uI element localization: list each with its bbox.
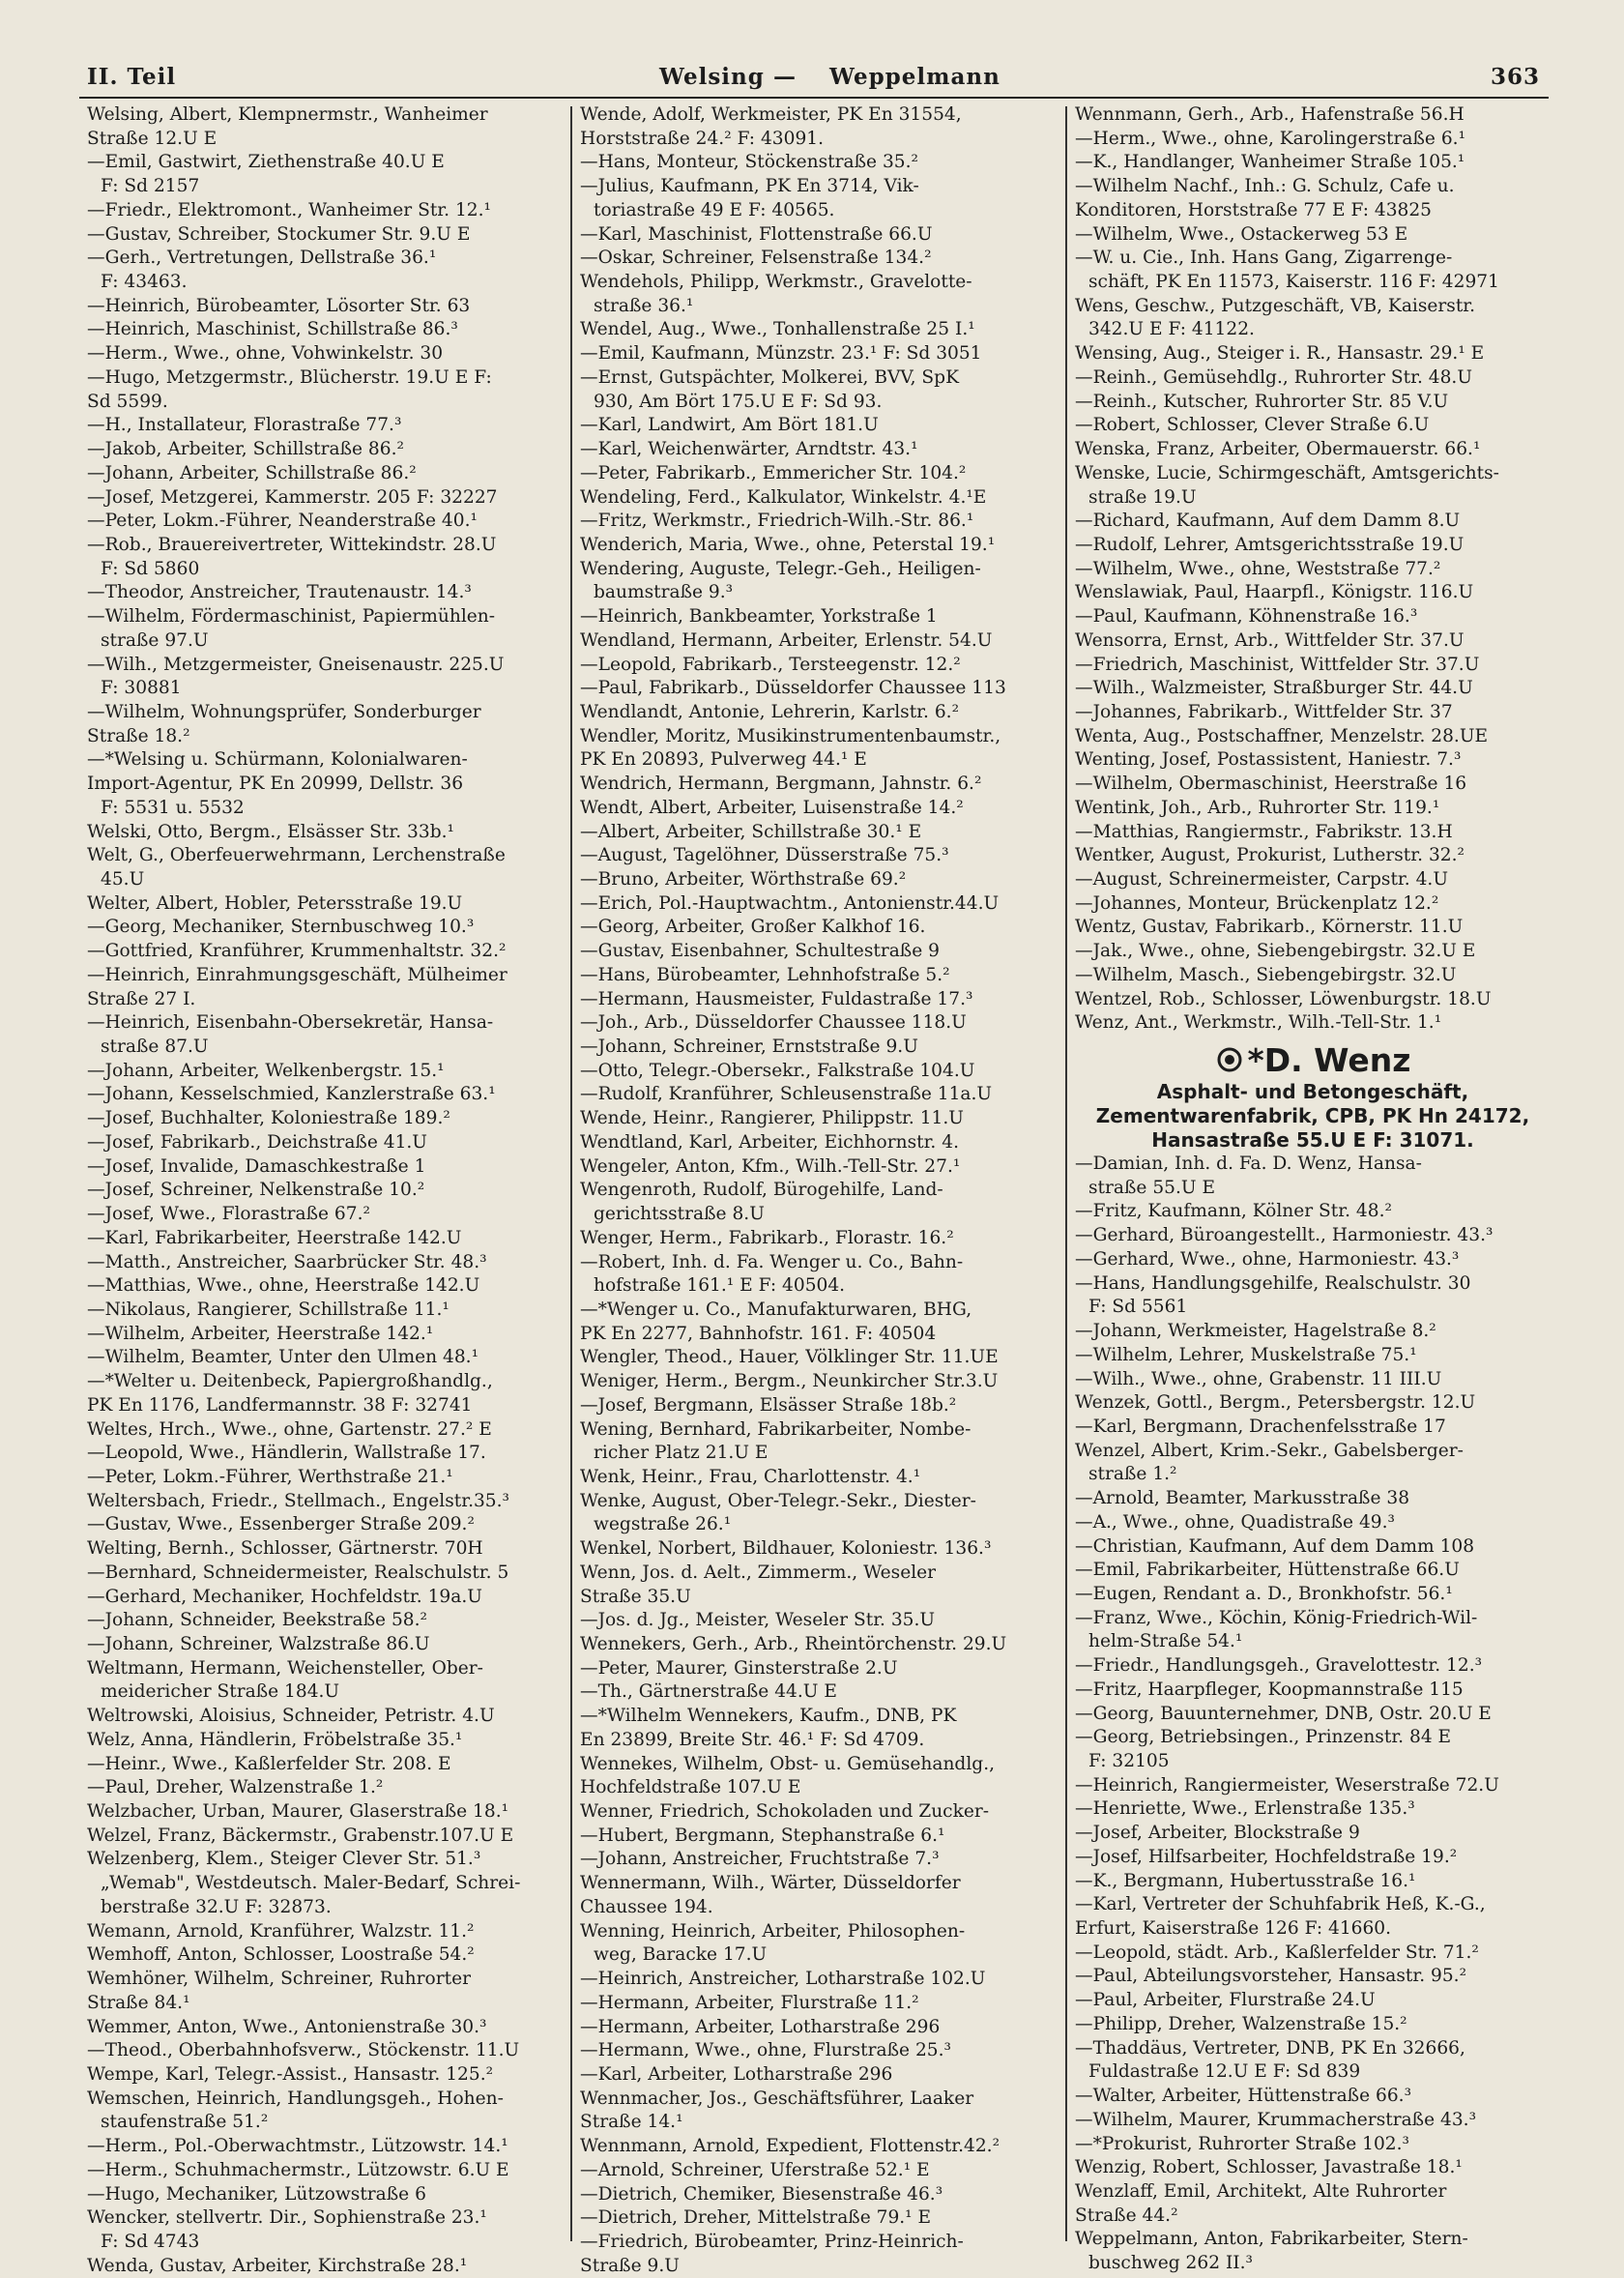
directory-entry-line: Wenger, Herm., Fabrikarb., Florastr. 16.² (580, 1227, 954, 1248)
directory-entry-line: —Albert, Arbeiter, Schillstraße 30.¹ E (580, 821, 922, 842)
directory-entry-line: —*Wenger u. Co., Manufakturwaren, BHG, (580, 1299, 972, 1320)
directory-entry-line: Wendel, Aug., Wwe., Tonhallenstraße 25 I.¹ (580, 319, 975, 340)
directory-entry-line: Wendehols, Philipp, Werkmstr., Gravelotte- (580, 272, 972, 293)
directory-entry-line: —Hans, Bürobeamter, Lehnhofstraße 5.² (580, 964, 950, 985)
directory-entry-line: —Arnold, Schreiner, Uferstraße 52.¹ E (580, 2159, 930, 2180)
directory-entry-line: berstraße 32.U F: 32873. (101, 1896, 332, 1917)
directory-entry-line: straße 97.U (101, 629, 209, 651)
column-2 (580, 103, 1058, 2278)
directory-entry-line: —Rob., Brauereivertreter, Wittekindstr. 28.U (87, 534, 497, 555)
directory-entry-line: Welsing, Albert, Klempnermstr., Wanheimer (87, 104, 488, 125)
directory-entry-line: Welt, G., Oberfeuerwehrmann, Lerchenstraße (87, 845, 506, 866)
directory-entry-line: Wemhöner, Wilhelm, Schreiner, Ruhrorter (87, 1969, 471, 1990)
directory-entry-line: —Josef, Wwe., Florastraße 67.² (87, 1204, 370, 1225)
directory-entry-line: PK En 1176, Landfermannstr. 38 F: 32741 (87, 1394, 473, 1416)
directory-entry-line: Wendland, Hermann, Arbeiter, Erlenstr. 54.U (580, 629, 993, 651)
directory-entry-line: —Hans, Handlungsgehilfe, Realschulstr. 30 (1075, 1272, 1471, 1294)
directory-entry-line: —Emil, Gastwirt, Ziethenstraße 40.U E (87, 152, 445, 173)
directory-entry-line: —Dietrich, Dreher, Mittelstraße 79.¹ E (580, 2207, 932, 2229)
directory-entry-line: Wenda, Gustav, Arbeiter, Kirchstraße 28.¹ (87, 2255, 468, 2276)
directory-entry-line: Weniger, Herm., Bergm., Neunkircher Str.3.U (580, 1371, 999, 1392)
directory-entry-line: straße 87.U (101, 1037, 209, 1058)
directory-entry-line: —Thaddäus, Vertreter, DNB, PK En 32666, (1075, 2037, 1465, 2059)
directory-entry-line: —Wilhelm, Fördermaschinist, Papiermühlen- (87, 606, 496, 628)
directory-entry-line: —Josef, Invalide, Damaschkestraße 1 (87, 1155, 426, 1177)
header-rule (79, 97, 1549, 99)
directory-entry-line: Wemschen, Heinrich, Handlungsgeh., Hohen- (87, 2088, 504, 2109)
directory-entry-line: Wenning, Heinrich, Arbeiter, Philosophen- (580, 1920, 966, 1942)
directory-entry-line: —Emil, Kaufmann, Münzstr. 23.¹ F: Sd 3051 (580, 343, 982, 365)
directory-entry-line: —Erich, Pol.-Hauptwachtm., Antonienstr.44.U (580, 892, 1000, 914)
directory-entry-line: —Friedrich, Maschinist, Wittfelder Str. 37.U (1075, 654, 1480, 675)
directory-entry-line: Wening, Bernhard, Fabrikarbeiter, Nombe- (580, 1418, 972, 1440)
directory-entry-line: Wendtland, Karl, Arbeiter, Eichhornstr. 4. (580, 1131, 959, 1153)
directory-entry-line: Wenk, Heinr., Frau, Charlottenstr. 4.¹ (580, 1466, 921, 1487)
directory-entry-line: Welski, Otto, Bergm., Elsässer Str. 33b.¹ (87, 821, 454, 842)
directory-entry-line: —Josef, Arbeiter, Blockstraße 9 (1075, 1823, 1360, 1844)
directory-entry-line: —Karl, Vertreter der Schuhfabrik Heß, K.-G., (1075, 1894, 1486, 1915)
directory-entry-line: —Rudolf, Kranführer, Schleusenstraße 11a.U (580, 1084, 993, 1105)
directory-entry-line: —Hermann, Wwe., ohne, Flurstraße 25.³ (580, 2040, 951, 2061)
directory-entry-line: Wengeler, Anton, Kfm., Wilh.-Tell-Str. 27.¹ (580, 1155, 961, 1177)
directory-entry-line: —Oskar, Schreiner, Felsenstraße 134.² (580, 248, 932, 269)
directory-entry-line: —Friedr., Elektromont., Wanheimer Str. 12.¹ (87, 199, 491, 220)
directory-entry-line: Straße 44.² (1075, 2205, 1178, 2226)
directory-entry-line: —Johannes, Monteur, Brückenplatz 12.² (1075, 892, 1439, 914)
directory-entry-line: F: Sd 2157 (101, 176, 200, 197)
directory-entry-line: Wendt, Albert, Arbeiter, Luisenstraße 14.² (580, 797, 964, 818)
directory-entry-line: —A., Wwe., ohne, Quadistraße 49.³ (1075, 1511, 1395, 1533)
directory-entry-line: —Wilhelm Nachf., Inh.: G. Schulz, Cafe u. (1075, 176, 1455, 197)
directory-entry-line: meidericher Straße 184.U (101, 1681, 340, 1703)
directory-entry-line: En 23899, Breite Str. 46.¹ F: Sd 4709. (580, 1729, 925, 1750)
directory-entry-line: —August, Schreinermeister, Carpstr. 4.U (1075, 869, 1449, 890)
directory-entry-line: Wentzel, Rob., Schlosser, Löwenburgstr. 18.U (1075, 988, 1492, 1009)
advert-line: Zementwarenfabrik, CPB, PK Hn 24172, (1095, 1104, 1530, 1128)
directory-entry-line: —Heinrich, Maschinist, Schillstraße 86.³ (87, 319, 458, 340)
directory-entry-line: —Johann, Schreiner, Ernststraße 9.U (580, 1037, 918, 1058)
directory-entry-line: Wencker, stellvertr. Dir., Sophienstraße 23.¹ (87, 2207, 487, 2229)
directory-entry-line: —Matthias, Rangiermstr., Fabrikstr. 13.H (1075, 821, 1453, 842)
directory-entry-line: —Peter, Lokm.-Führer, Werthstraße 21.¹ (87, 1466, 453, 1487)
directory-entry-line: —K., Bergmann, Hubertusstraße 16.¹ (1075, 1870, 1416, 1891)
directory-entry-line: —Franz, Wwe., Köchin, König-Friedrich-Wil- (1075, 1607, 1478, 1628)
directory-entry-line: F: Sd 5860 (101, 558, 200, 579)
directory-entry-line: —*Welter u. Deitenbeck, Papiergroßhandlg., (87, 1371, 493, 1392)
directory-entry-line: —Karl, Landwirt, Am Bört 181.U (580, 415, 879, 436)
directory-entry-line: „Wemab", Westdeutsch. Maler-Bedarf, Schrei- (101, 1873, 521, 1894)
directory-entry-line: Wens, Geschw., Putzgeschäft, VB, Kaiserstr. (1075, 295, 1476, 316)
directory-entry-line: Wenzig, Robert, Schlosser, Javastraße 18.¹ (1075, 2157, 1463, 2178)
directory-entry-line: —Josef, Fabrikarb., Deichstraße 41.U (87, 1131, 427, 1153)
directory-entry-line: —Hermann, Arbeiter, Flurstraße 11.² (580, 1992, 919, 2013)
directory-entry-line: —Heinrich, Rangiermeister, Weserstraße 72.U (1075, 1774, 1499, 1796)
column-divider-1 (570, 106, 572, 2241)
directory-entry-line: Wenting, Josef, Postassistent, Haniestr. 7.³ (1075, 749, 1462, 771)
directory-entry-line: —Karl, Bergmann, Drachenfelsstraße 17 (1075, 1416, 1446, 1437)
directory-entry-line: weg, Baracke 17.U (594, 1944, 768, 1966)
directory-entry-line: straße 36.¹ (594, 295, 694, 316)
directory-entry-line: —Reinh., Kutscher, Ruhrorter Str. 85 V.U (1075, 391, 1449, 412)
directory-entry-line: straße 55.U E (1088, 1177, 1216, 1198)
directory-entry-line: Welter, Albert, Hobler, Petersstraße 19.U (87, 892, 463, 914)
directory-entry-line: —W. u. Cie., Inh. Hans Gang, Zigarrenge- (1075, 248, 1453, 269)
directory-entry-line: F: 5531 u. 5532 (101, 797, 245, 818)
directory-entry-line: —Paul, Dreher, Walzenstraße 1.² (87, 1777, 384, 1798)
directory-entry-line: —Reinh., Gemüsehdlg., Ruhrorter Str. 48.U (1075, 366, 1473, 388)
directory-entry-line: —Heinrich, Einrahmungsgeschäft, Mülheimer (87, 964, 508, 985)
directory-entry-line: —Johann, Arbeiter, Welkenbergstr. 15.¹ (87, 1060, 445, 1081)
directory-entry-line: —Georg, Bauunternehmer, DNB, Ostr. 20.U E (1075, 1703, 1492, 1724)
directory-entry-line: —Hermann, Arbeiter, Lotharstraße 296 (580, 2016, 941, 2037)
directory-entry-line: —Josef, Schreiner, Nelkenstraße 10.² (87, 1180, 425, 1201)
directory-entry-line: Wenkel, Norbert, Bildhauer, Koloniestr. 136.³ (580, 1538, 992, 1560)
directory-entry-line: —Wilh., Wwe., ohne, Grabenstr. 11 III.U (1075, 1368, 1442, 1389)
range-start: Welsing (659, 64, 765, 90)
directory-entry-line: Straße 12.U E (87, 128, 218, 149)
directory-entry-line: —Nikolaus, Rangierer, Schillstraße 11.¹ (87, 1299, 450, 1320)
directory-entry-line: PK En 20893, Pulverweg 44.¹ E (580, 749, 867, 771)
directory-entry-line: —H., Installateur, Florastraße 77.³ (87, 415, 402, 436)
column-divider-2 (1065, 106, 1067, 2241)
directory-entry-line: —Heinrich, Anstreicher, Lotharstraße 102.U (580, 1969, 986, 1990)
directory-entry-line: —Gottfried, Kranführer, Krummenhaltstr. 32.² (87, 941, 507, 962)
range-end: Weppelmann (829, 64, 1000, 90)
directory-entry-line: Wempe, Karl, Telegr.-Assist., Hansastr. 125.² (87, 2063, 494, 2085)
directory-entry-line: —August, Tagelöhner, Düsserstraße 75.³ (580, 845, 949, 866)
directory-entry-line: Wengenroth, Rudolf, Bürogehilfe, Land- (580, 1180, 943, 1201)
directory-entry-line: Weltmann, Hermann, Weichensteller, Ober- (87, 1657, 483, 1679)
directory-entry-line: Weltrowski, Aloisius, Schneider, Petristr. 4.U (87, 1706, 495, 1727)
advert-name (1075, 1041, 1551, 1080)
directory-entry-line: —Georg, Arbeiter, Großer Kalkhof 16. (580, 917, 926, 938)
directory-entry-line: —Josef, Metzgerei, Kammerstr. 205 F: 32227 (87, 486, 498, 508)
directory-entry-line: toriastraße 49 E F: 40565. (594, 199, 835, 220)
directory-entry-line: straße 19.U (1088, 486, 1197, 508)
directory-entry-line: Wenzlaff, Emil, Architekt, Alte Ruhrorter (1075, 2180, 1447, 2202)
directory-entry-line: —Wilhelm, Masch., Siebengebirgstr. 32.U (1075, 964, 1457, 985)
directory-entry-line: —Gustav, Eisenbahner, Schultestraße 9 (580, 941, 940, 962)
directory-entry-line: Wendeling, Ferd., Kalkulator, Winkelstr. 4.¹E (580, 486, 987, 508)
directory-entry-line: wegstraße 26.¹ (594, 1514, 732, 1535)
directory-entry-line: —Rudolf, Lehrer, Amtsgerichtsstraße 19.U (1075, 534, 1464, 555)
directory-entry-line: —Johann, Schneider, Beekstraße 58.² (87, 1610, 427, 1631)
company-seal-icon (1215, 1045, 1244, 1074)
section-label: II. Teil (87, 64, 177, 90)
directory-entry-line: Wenska, Franz, Arbeiter, Obermauerstr. 66.¹ (1075, 439, 1481, 460)
directory-entry-line: —Leopold, Wwe., Händlerin, Wallstraße 17. (87, 1443, 486, 1464)
directory-entry-line: Wensorra, Ernst, Arb., Wittfelder Str. 37.U (1075, 629, 1464, 651)
directory-entry-line: Import-Agentur, PK En 20999, Dellstr. 36 (87, 774, 464, 795)
directory-entry-line: Wenske, Lucie, Schirmgeschäft, Amtsgerichts- (1075, 462, 1499, 483)
directory-entry-line: —Henriette, Wwe., Erlenstraße 135.³ (1075, 1798, 1415, 1820)
directory-entry-line: staufenstraße 51.² (101, 2112, 269, 2133)
directory-entry-line: Wenderich, Maria, Wwe., ohne, Peterstal 19.¹ (580, 534, 996, 555)
directory-entry-line: —Friedr., Handlungsgeh., Gravelottestr. 12.³ (1075, 1655, 1483, 1677)
advert-name-text: *D. Wenz (1247, 1041, 1411, 1080)
directory-entry-line: Wendler, Moritz, Musikinstrumentenbaumstr., (580, 725, 1001, 746)
directory-entry-line: Wenz, Ant., Werkmstr., Wilh.-Tell-Str. 1.¹ (1075, 1012, 1442, 1034)
directory-entry-line: Wenn, Jos. d. Aelt., Zimmerm., Weseler (580, 1562, 937, 1583)
directory-entry-line: Wenslawiak, Paul, Haarpfl., Königstr. 116.U (1075, 582, 1474, 603)
directory-entry-line: F: Sd 4743 (101, 2231, 200, 2252)
directory-entry-line: —Josef, Buchhalter, Koloniestraße 189.² (87, 1108, 450, 1129)
directory-entry-line: —Paul, Arbeiter, Flurstraße 24.U (1075, 1990, 1376, 2011)
directory-entry-line: PK En 2277, Bahnhofstr. 161. F: 40504 (580, 1323, 937, 1344)
directory-entry-line: —Friedrich, Bürobeamter, Prinz-Heinrich- (580, 2231, 964, 2252)
directory-entry-line: —Leopold, Fabrikarb., Tersteegenstr. 12.² (580, 654, 961, 675)
directory-entry-line: —Christian, Kaufmann, Auf dem Damm 108 (1075, 1535, 1475, 1557)
directory-entry-line: Fuldastraße 12.U E F: Sd 839 (1088, 2061, 1361, 2083)
directory-entry-line: Wentink, Joh., Arb., Ruhrorter Str. 119.¹ (1075, 797, 1440, 818)
directory-entry-line: Konditoren, Horststraße 77 E F: 43825 (1075, 199, 1433, 220)
directory-entry-line: richer Platz 21.U E (594, 1443, 768, 1464)
directory-entry-line: schäft, PK En 11573, Kaiserstr. 116 F: 42971 (1088, 272, 1499, 293)
directory-entry-line: F: 32105 (1088, 1751, 1170, 1771)
column-1 (87, 103, 563, 2278)
directory-entry-line: —Ernst, Gutspächter, Molkerei, BVV, SpK (580, 366, 959, 388)
directory-entry-line: —Bruno, Arbeiter, Wörthstraße 69.² (580, 869, 907, 890)
directory-entry-line: —Emil, Fabrikarbeiter, Hüttenstraße 66.U (1075, 1560, 1460, 1581)
directory-entry-line: —Gerhard, Wwe., ohne, Harmoniestr. 43.³ (1075, 1248, 1460, 1270)
directory-entry-line: Welzel, Franz, Bäckermstr., Grabenstr.107.U E (87, 1825, 514, 1846)
page-header (0, 64, 1624, 97)
directory-entry-line: helm-Straße 54.¹ (1088, 1631, 1243, 1652)
directory-entry-line: —*Prokurist, Ruhrorter Straße 102.³ (1075, 2133, 1409, 2154)
directory-entry-line: Straße 27 I. (87, 988, 196, 1009)
directory-entry-line: —K., Handlanger, Wanheimer Straße 105.¹ (1075, 152, 1465, 173)
directory-entry-line: Wendlandt, Antonie, Lehrerin, Karlstr. 6.² (580, 701, 960, 722)
advert-line: Asphalt- und Betongeschäft, (1156, 1080, 1469, 1104)
directory-entry-line: —*Welsing u. Schürmann, Kolonialwaren- (87, 749, 468, 771)
directory-entry-line: Chaussee 194. (580, 1896, 713, 1917)
directory-entry-line: —Heinrich, Bürobeamter, Lösorter Str. 63 (87, 295, 471, 316)
directory-entry-line: baumstraße 9.³ (594, 582, 734, 603)
directory-entry-line: —Heinrich, Eisenbahn-Obersekretär, Hansa- (87, 1012, 494, 1034)
directory-entry-line: —Richard, Kaufmann, Auf dem Damm 8.U (1075, 511, 1461, 532)
directory-entry-line: Wenke, August, Ober-Telegr.-Sekr., Diester- (580, 1490, 976, 1511)
directory-entry-line: Wemmer, Anton, Wwe., Antonienstraße 30.³ (87, 2016, 487, 2037)
directory-entry-line: buschweg 262 II.³ (1088, 2253, 1253, 2274)
directory-entry-line: Wennmacher, Jos., Geschäftsführer, Laaker (580, 2088, 974, 2109)
directory-entry-line: Welting, Bernh., Schlosser, Gärtnerstr. 70H (87, 1538, 483, 1560)
directory-entry-line: —Karl, Fabrikarbeiter, Heerstraße 142.U (87, 1227, 462, 1248)
directory-entry-line: Wende, Adolf, Werkmeister, PK En 31554, (580, 104, 962, 125)
directory-entry-line: —Paul, Abteilungsvorsteher, Hansastr. 95.² (1075, 1966, 1467, 1987)
directory-entry-line: —Gustav, Wwe., Essenberger Straße 209.² (87, 1514, 475, 1535)
directory-entry-line: —Fritz, Kaufmann, Kölner Str. 48.² (1075, 1201, 1392, 1222)
directory-entry-line: —Peter, Maurer, Ginsterstraße 2.U (580, 1657, 898, 1679)
directory-entry-line: —Wilhelm, Maurer, Krummacherstraße 43.³ (1075, 2109, 1477, 2130)
directory-entry-line: Wende, Heinr., Rangierer, Philippstr. 11.U (580, 1108, 964, 1129)
directory-entry-line: 930, Am Bört 175.U E F: Sd 93. (594, 391, 883, 412)
directory-entry-line: —Josef, Hilfsarbeiter, Hochfeldstraße 19.² (1075, 1846, 1458, 1867)
directory-entry-line: Weltersbach, Friedr., Stellmach., Engelstr.35.³ (87, 1490, 510, 1511)
directory-entry-line: —Jakob, Arbeiter, Schillstraße 86.² (87, 439, 404, 460)
directory-entry-line: —Gerhard, Büroangestellt., Harmoniestr. 43.³ (1075, 1225, 1494, 1246)
directory-entry-line: Welzbacher, Urban, Maurer, Glaserstraße 18.¹ (87, 1801, 509, 1823)
directory-entry-line: —Karl, Weichenwärter, Arndtstr. 43.¹ (580, 439, 918, 460)
advert-line: Hansastraße 55.U E F: 31071. (1151, 1128, 1474, 1153)
directory-entry-line: —Hugo, Mechaniker, Lützowstraße 6 (87, 2183, 426, 2205)
directory-entry-line: —Dietrich, Chemiker, Biesenstraße 46.³ (580, 2183, 943, 2205)
directory-entry-line: Wenzek, Gottl., Bergm., Petersbergstr. 12.U (1075, 1392, 1476, 1414)
directory-entry-line: —Hermann, Hausmeister, Fuldastraße 17.³ (580, 988, 973, 1009)
directory-entry-line: Wennermann, Wilh., Wärter, Düsseldorfer (580, 1873, 961, 1894)
directory-entry-line: hofstraße 161.¹ E F: 40504. (594, 1275, 846, 1297)
directory-entry-line: 45.U (101, 869, 145, 890)
directory-entry-line: —Wilhelm, Wwe., ohne, Weststraße 77.² (1075, 558, 1441, 579)
directory-entry-line: Wensing, Aug., Steiger i. R., Hansastr. 29.¹ E (1075, 343, 1485, 365)
directory-entry-line: Weppelmann, Anton, Fabrikarbeiter, Stern- (1075, 2229, 1468, 2250)
directory-entry-line: Horststraße 24.² F: 43091. (580, 128, 825, 149)
directory-entry-line: —Herm., Schuhmachermstr., Lützowstr. 6.U E (87, 2159, 509, 2180)
directory-entry-line: —Wilh., Metzgermeister, Gneisenaustr. 225.U (87, 654, 505, 675)
directory-entry-line: gerichtsstraße 8.U (594, 1204, 765, 1225)
directory-entry-line: Wentz, Gustav, Fabrikarb., Körnerstr. 11.U (1075, 917, 1464, 938)
directory-entry-line: —Walter, Arbeiter, Hüttenstraße 66.³ (1075, 2086, 1412, 2107)
wenz-advertisement (1075, 1041, 1551, 1153)
directory-entry-line: —Wilhelm, Arbeiter, Heerstraße 142.¹ (87, 1323, 434, 1344)
directory-entry-line: Wenzel, Albert, Krim.-Sekr., Gabelsberger- (1075, 1440, 1464, 1461)
directory-entry-line: straße 1.² (1088, 1464, 1177, 1485)
directory-entry-line: —Joh., Arb., Düsseldorfer Chaussee 118.U (580, 1012, 967, 1034)
directory-entry-line: Wennmann, Arnold, Expedient, Flottenstr.42.² (580, 2136, 1000, 2157)
directory-entry-line: F: 43463. (101, 272, 188, 293)
directory-entry-line: —Wilhelm, Obermaschinist, Heerstraße 16 (1075, 774, 1467, 795)
directory-entry-line: —Damian, Inh. d. Fa. D. Wenz, Hansa- (1075, 1154, 1422, 1175)
directory-entry-line: —Herm., Pol.-Oberwachtmstr., Lützowstr. 14.¹ (87, 2136, 508, 2157)
directory-entry-line: —Leopold, städt. Arb., Kaßlerfelder Str. 71.² (1075, 1942, 1479, 1963)
directory-entry-line: —Hans, Monteur, Stöckenstraße 35.² (580, 152, 918, 173)
directory-entry-line: Wendrich, Hermann, Bergmann, Jahnstr. 6.² (580, 774, 982, 795)
directory-entry-line: 342.U E F: 41122. (1088, 319, 1255, 340)
directory-entry-line: —Wilhelm, Wwe., Ostackerweg 53 E (1075, 223, 1408, 245)
directory-entry-line: —Julius, Kaufmann, PK En 3714, Vik- (580, 176, 919, 197)
directory-entry-line: Wennekers, Gerh., Arb., Rheintörchenstr. 29.U (580, 1634, 1007, 1654)
directory-entry-line: —Gustav, Schreiber, Stockumer Str. 9.U E (87, 223, 471, 245)
directory-entry-line: —Arnold, Beamter, Markusstraße 38 (1075, 1488, 1410, 1509)
directory-entry-line: Erfurt, Kaiserstraße 126 F: 41660. (1075, 1918, 1392, 1940)
directory-entry-line: —Karl, Arbeiter, Lotharstraße 296 (580, 2063, 893, 2085)
directory-entry-line: —Johann, Kesselschmied, Kanzlerstraße 63.¹ (87, 1084, 496, 1105)
directory-entry-line: —Philipp, Dreher, Walzenstraße 15.² (1075, 2013, 1407, 2034)
directory-entry-line: Welz, Anna, Händlerin, Fröbelstraße 35.¹ (87, 1729, 463, 1750)
directory-entry-line: —Josef, Bergmann, Elsässer Straße 18b.² (580, 1394, 957, 1416)
directory-entry-line: —Wilhelm, Lehrer, Muskelstraße 75.¹ (1075, 1344, 1417, 1365)
directory-entry-line: —Jos. d. Jg., Meister, Weseler Str. 35.U (580, 1610, 936, 1631)
directory-entry-line: —Theod., Oberbahnhofsverw., Stöckenstr. 11.U (87, 2040, 520, 2061)
directory-entry-line: —Paul, Fabrikarb., Düsseldorfer Chaussee 113 (580, 678, 1006, 699)
directory-entry-line: Straße 84.¹ (87, 1992, 190, 2013)
directory-entry-line: —Theodor, Anstreicher, Trautenaustr. 14.³ (87, 582, 472, 603)
directory-entry-line: Sd 5599. (87, 391, 168, 412)
directory-entry-line: —Th., Gärtnerstraße 44.U E (580, 1681, 837, 1703)
directory-entry-line: —Johann, Arbeiter, Schillstraße 86.² (87, 462, 417, 483)
directory-entry-line: —Matthias, Wwe., ohne, Heerstraße 142.U (87, 1275, 480, 1297)
directory-entry-line: —Johann, Anstreicher, Fruchtstraße 7.³ (580, 1849, 940, 1870)
directory-entry-line: —Johann, Werkmeister, Hagelstraße 8.² (1075, 1321, 1436, 1342)
directory-entry-line: Wemhoff, Anton, Schlosser, Loostraße 54.² (87, 1944, 475, 1966)
directory-entry-line: F: Sd 5561 (1088, 1297, 1188, 1318)
directory-entry-line: —Georg, Mechaniker, Sternbuschweg 10.³ (87, 917, 475, 938)
directory-entry-line: Wenta, Aug., Postschaffner, Menzelstr. 28.UE (1075, 725, 1489, 746)
directory-entry-line: Wendering, Auguste, Telegr.-Geh., Heiligen- (580, 558, 981, 579)
directory-entry-line: —Peter, Lokm.-Führer, Neanderstraße 40.¹ (87, 511, 478, 532)
directory-entry-line: —Heinrich, Bankbeamter, Yorkstraße 1 (580, 606, 938, 628)
directory-entry-line: Straße 9.U (580, 2255, 680, 2276)
directory-entry-line: —Fritz, Haarpfleger, Koopmannstraße 115 (1075, 1679, 1464, 1700)
directory-entry-line: —Wilhelm, Wohnungsprüfer, Sonderburger (87, 701, 481, 722)
directory-entry-line: —Fritz, Werkmstr., Friedrich-Wilh.-Str. 86.¹ (580, 511, 974, 532)
directory-entry-line: Straße 14.¹ (580, 2112, 683, 2133)
directory-entry-line: —Robert, Inh. d. Fa. Wenger u. Co., Bahn- (580, 1251, 964, 1272)
directory-entry-line: Wenner, Friedrich, Schokoladen und Zucker- (580, 1801, 990, 1823)
directory-entry-line: —Georg, Betriebsingen., Prinzenstr. 84 E (1075, 1727, 1452, 1748)
directory-entry-line: —Gerhard, Mechaniker, Hochfeldstr. 19a.U (87, 1586, 482, 1607)
directory-entry-line: —Matth., Anstreicher, Saarbrücker Str. 48.³ (87, 1251, 487, 1272)
directory-entry-line: —Heinr., Wwe., Kaßlerfelder Str. 208. E (87, 1753, 451, 1774)
directory-entry-line: Wemann, Arnold, Kranführer, Walzstr. 11.² (87, 1920, 475, 1942)
directory-entry-line: —Robert, Schlosser, Clever Straße 6.U (1075, 415, 1430, 436)
directory-entry-line: F: 30881 (101, 678, 182, 699)
directory-entry-line: —Paul, Kaufmann, Köhnenstraße 16.³ (1075, 606, 1418, 628)
directory-entry-line: Wennekes, Wilhelm, Obst- u. Gemüsehandlg., (580, 1753, 996, 1774)
directory-entry-line: —*Wilhelm Wennekers, Kaufm., DNB, PK (580, 1706, 957, 1727)
directory-entry-line: —Bernhard, Schneidermeister, Realschulstr. 5 (87, 1562, 509, 1583)
directory-entry-line: —Johannes, Fabrikarb., Wittfelder Str. 37 (1075, 701, 1453, 722)
directory-entry-line: —Hugo, Metzgermstr., Blücherstr. 19.U E F: (87, 366, 492, 388)
directory-entry-line: —Wilh., Walzmeister, Straßburger Str. 44.U (1075, 678, 1473, 699)
directory-entry-line: —Herm., Wwe., ohne, Karolingerstraße 6.¹ (1075, 128, 1466, 149)
directory-entry-line: —Johann, Schreiner, Walzstraße 86.U (87, 1634, 430, 1654)
directory-entry-line: —Karl, Maschinist, Flottenstraße 66.U (580, 223, 933, 245)
directory-entry-line: —Hubert, Bergmann, Stephanstraße 6.¹ (580, 1825, 945, 1846)
directory-entry-line: Welzenberg, Klem., Steiger Clever Str. 51.³ (87, 1849, 481, 1870)
directory-entry-line: —Herm., Wwe., ohne, Vohwinkelstr. 30 (87, 343, 444, 365)
directory-entry-line: —Eugen, Rendant a. D., Bronkhofstr. 56.¹ (1075, 1583, 1453, 1604)
directory-entry-line: Hochfeldstraße 107.U E (580, 1777, 801, 1798)
directory-entry-line: Wennmann, Gerh., Arb., Hafenstraße 56.H (1075, 104, 1464, 125)
directory-entry-line: —Otto, Telegr.-Obersekr., Falkstraße 104.U (580, 1060, 975, 1081)
directory-entry-line: Wentker, August, Prokurist, Lutherstr. 32.² (1075, 845, 1464, 866)
directory-entry-line: Wengler, Theod., Hauer, Völklinger Str. 11.UE (580, 1347, 999, 1368)
directory-entry-line: Straße 35.U (580, 1586, 691, 1607)
page-number: 363 (1491, 64, 1541, 90)
column-3 (1075, 103, 1551, 2276)
directory-entry-line: —Wilhelm, Beamter, Unter den Ulmen 48.¹ (87, 1347, 479, 1368)
directory-entry-line: —Gerh., Vertretungen, Dellstraße 36.¹ (87, 248, 437, 269)
range-dash: — (773, 64, 797, 90)
directory-entry-line: —Jak., Wwe., ohne, Siebengebirgstr. 32.U E (1075, 941, 1476, 962)
directory-entry-line: Straße 18.² (87, 725, 190, 746)
directory-entry-line: Weltes, Hrch., Wwe., ohne, Gartenstr. 27.² E (87, 1418, 492, 1440)
directory-entry-line: —Peter, Fabrikarb., Emmericher Str. 104.² (580, 462, 967, 483)
